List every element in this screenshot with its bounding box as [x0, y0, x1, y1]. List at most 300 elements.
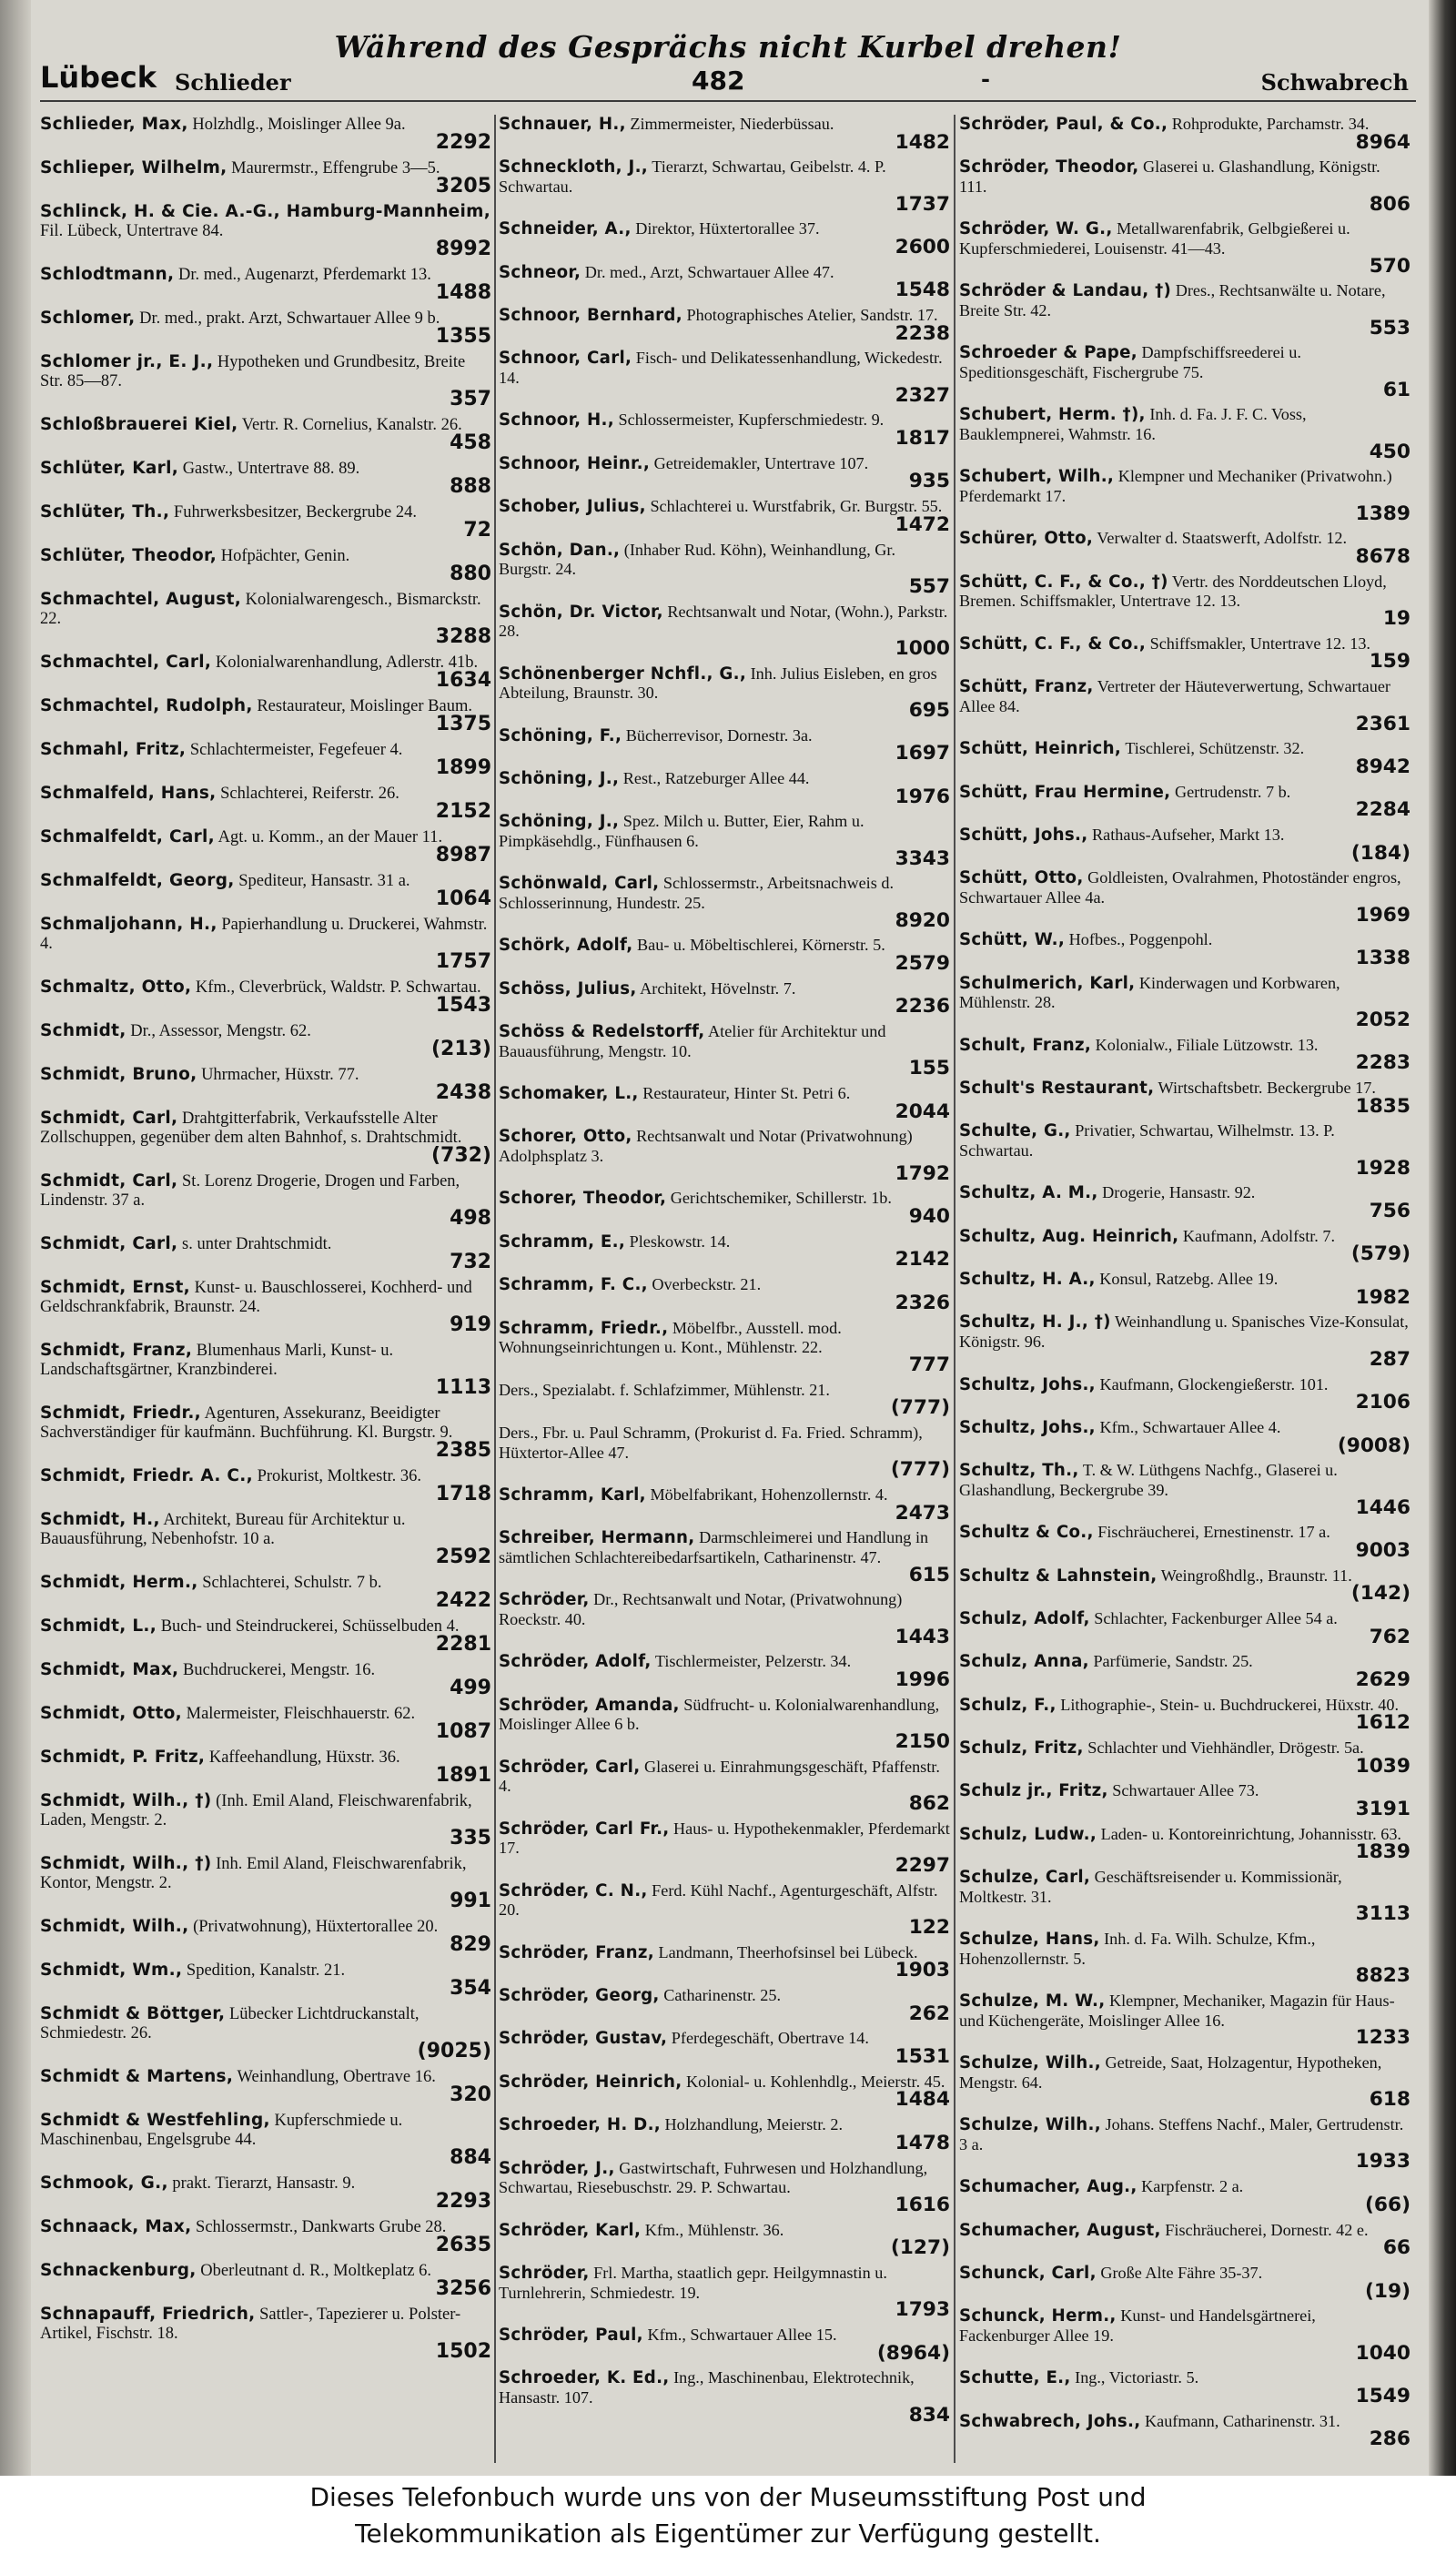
- listing-entry: [499, 2159, 950, 2215]
- listing-entry: [959, 2368, 1410, 2406]
- phone-number: 19: [1382, 607, 1410, 631]
- listing-entry: [959, 1227, 1410, 1264]
- phone-number: 2385: [435, 1439, 491, 1462]
- subscriber-details: (Inhaber Rud. Köhn), Weinhandlung, Gr. Burgstr. 24.: [499, 540, 896, 579]
- subscriber-name: Schütt, Otto,: [959, 868, 1084, 888]
- subscriber-details: Maurermstr., Effengrube 3—5.: [231, 159, 440, 177]
- subscriber-details: s. unter Drahtschmidt.: [182, 1235, 332, 1253]
- subscriber-name: Schulmerich, Karl,: [959, 973, 1136, 993]
- phone-number: 834: [908, 2403, 950, 2427]
- listing-entry: [40, 590, 491, 647]
- subscriber-name: Schröder, W. G.,: [959, 219, 1113, 239]
- header-last-entry: Schwabrech: [1260, 69, 1409, 96]
- phone-number: 1891: [435, 1764, 491, 1787]
- subscriber-details: Weinhandlung u. Spanisches Vize-Konsulat, Königstr. 96.: [959, 1312, 1409, 1352]
- listing-entry: [40, 2305, 491, 2362]
- subscriber-name: Schneider, A.,: [499, 219, 632, 239]
- subscriber-details: Weingroßhdlg., Braunstr. 11.: [1160, 1566, 1352, 1585]
- subscriber-name: Schütt, Johs.,: [959, 825, 1088, 845]
- phone-number: 1996: [895, 1667, 950, 1691]
- footer-line-1: Dieses Telefonbuch wurde uns von der Museumsstiftung Post und: [309, 2482, 1147, 2512]
- listing-entry: [959, 634, 1410, 672]
- listing-entry: [959, 343, 1410, 400]
- listing-entry: [959, 1418, 1410, 1455]
- subscriber-details: Agt. u. Komm., an der Mauer 11.: [217, 828, 443, 846]
- subscriber-name: Schloßbrauerei Kiel,: [40, 415, 238, 434]
- subscriber-details: Dr. med., Arzt, Schwartauer Allee 47.: [584, 262, 834, 281]
- subscriber-name: Schmidt, Ernst,: [40, 1278, 190, 1297]
- phone-number: 2283: [1355, 1051, 1410, 1075]
- subscriber-name: Schröder, Adolf,: [499, 1652, 652, 1672]
- subscriber-name: Schutte, E.,: [959, 2368, 1071, 2388]
- subscriber-details: Zimmermeister, Niederbüssau.: [630, 115, 834, 133]
- phone-number: 3191: [1355, 1798, 1410, 1821]
- listing-entry: [959, 783, 1410, 820]
- phone-number: 1933: [1355, 2150, 1410, 2174]
- phone-number: 2326: [895, 1291, 950, 1314]
- subscriber-details: Gastw., Untertrave 88. 89.: [182, 460, 360, 478]
- subscriber-name: Schröder, Paul, & Co.,: [959, 115, 1168, 134]
- listing-entry: [499, 1590, 950, 1647]
- listing-entry: [40, 1234, 491, 1272]
- phone-number: 1375: [435, 713, 491, 735]
- subscriber-name: Schlomer,: [40, 309, 136, 328]
- phone-number: (19): [1364, 2279, 1410, 2303]
- phone-number: 2361: [1355, 712, 1410, 735]
- subscriber-name: Schumacher, Aug.,: [959, 2177, 1138, 2197]
- phone-number: 1634: [435, 669, 491, 692]
- subscriber-details: Hypotheken und Grundbesitz, Breite Str. 85—87.: [40, 353, 466, 390]
- subscriber-details: Spediteur, Hansastr. 31 a.: [238, 872, 410, 890]
- subscriber-name: Schmidt, Carl,: [40, 1109, 178, 1128]
- subscriber-name: Schnauer, H.,: [499, 115, 626, 134]
- listing-entry: [499, 157, 950, 214]
- phone-number: 2106: [1355, 1391, 1410, 1414]
- subscriber-details: Dr. med., Augenarzt, Pferdemarkt 13.: [177, 266, 431, 284]
- listing-entry: [959, 826, 1410, 863]
- phone-number: 1969: [1355, 903, 1410, 927]
- subscriber-details: Dr., Rechtsanwalt und Notar, (Privatwohnung) Roeckstr. 40.: [499, 1590, 903, 1628]
- listing-entry: [959, 1868, 1410, 1924]
- subscriber-name: Schmidt, Franz,: [40, 1341, 193, 1360]
- phone-number: 1612: [1355, 1711, 1410, 1735]
- subscriber-name: Schröder, Amanda,: [499, 1695, 680, 1715]
- subscriber-details: Architekt, Hövelnstr. 7.: [640, 978, 796, 998]
- listing-entry: [959, 1566, 1410, 1604]
- phone-number: 2052: [1355, 1008, 1410, 1031]
- phone-number: 499: [450, 1677, 491, 1699]
- phone-number: (732): [430, 1144, 491, 1167]
- phone-number: 1488: [435, 281, 491, 304]
- subscriber-name: Schnapauff, Friedrich,: [40, 2305, 256, 2324]
- phone-number: 3205: [435, 175, 491, 198]
- subscriber-name: Schunck, Herm.,: [959, 2306, 1117, 2326]
- subscriber-details: Tischlerei, Schützenstr. 32.: [1125, 739, 1305, 758]
- subscriber-details: Sattler-, Tapezierer u. Polster-Artikel, Fischstr. 18.: [40, 2306, 461, 2343]
- listing-entry: [40, 1341, 491, 1398]
- phone-number: 287: [1369, 1347, 1410, 1371]
- listing-entry: [40, 1171, 491, 1229]
- phone-number: 8823: [1355, 1964, 1410, 1988]
- phone-number: 884: [450, 2146, 491, 2169]
- phone-number: 450: [1369, 440, 1410, 463]
- subscriber-name: Schmidt & Böttger,: [40, 2004, 226, 2023]
- page-right-edge: [1429, 0, 1456, 2476]
- listing-entry: [40, 784, 491, 822]
- subscriber-details: Inh. Emil Aland, Fleischwarenfabrik, Kontor, Mengstr. 2.: [40, 1855, 467, 1892]
- subscriber-details: Johans. Steffens Nachf., Maler, Gertrudenstr. 3 a.: [959, 2115, 1404, 2154]
- column-divider: [494, 115, 496, 2463]
- subscriber-name: Schultz, Johs.,: [959, 1374, 1096, 1394]
- listing-entry: [40, 1660, 491, 1698]
- phone-number: 2473: [895, 1501, 950, 1525]
- listing-entry: [959, 1930, 1410, 1986]
- subscriber-name: Schmidt, Bruno,: [40, 1065, 197, 1084]
- listing-entry: [499, 812, 950, 868]
- listing-entry: [959, 677, 1410, 734]
- header-rule: [40, 100, 1416, 102]
- subscriber-details: Tierarzt, Schwartau, Geibelstr. 4. P. Schwartau.: [499, 157, 886, 197]
- subscriber-name: Schulz jr., Fritz,: [959, 1781, 1108, 1801]
- listing-entry: [499, 1652, 950, 1689]
- subscriber-name: Schwabrech, Johs.,: [959, 2411, 1141, 2431]
- subscriber-details: Dampfschiffsreederei u. Speditionsgeschäft, Fischergrube 75.: [959, 343, 1301, 382]
- phone-number: 2629: [1355, 1667, 1410, 1691]
- listing-entry: [499, 1528, 950, 1585]
- listing-entry: [959, 1523, 1410, 1560]
- header-first-entry: Schlieder: [175, 69, 291, 96]
- phone-number: 991: [450, 1890, 491, 1912]
- listing-entry: [959, 467, 1410, 523]
- listing-entry: [40, 1573, 491, 1611]
- subscriber-name: Schultz & Co.,: [959, 1523, 1094, 1543]
- subscriber-details: (Inh. Emil Aland, Fleischwarenfabrik, Laden, Mengstr. 2.: [40, 1792, 472, 1829]
- listing-entry: [499, 603, 950, 659]
- subscriber-name: Schmidt, Carl,: [40, 1234, 178, 1253]
- listing-entry: [959, 2264, 1410, 2301]
- subscriber-details: Gerichtschemiker, Schillerstr. 1b.: [670, 1189, 892, 1208]
- subscriber-details: Buch- und Steindruckerei, Schüsselbuden 4.: [160, 1617, 460, 1636]
- listing-entry: [40, 1748, 491, 1786]
- listing-entry: [959, 868, 1410, 925]
- phone-number: 1792: [895, 1161, 950, 1185]
- header-city: Lübeck: [40, 60, 157, 95]
- phone-number: 1482: [895, 130, 950, 154]
- phone-number: 8964: [1355, 130, 1410, 154]
- phone-number: 1982: [1355, 1285, 1410, 1309]
- subscriber-details: prakt. Tierarzt, Hansastr. 9.: [172, 2174, 356, 2193]
- listing-entry: [499, 1424, 950, 1480]
- subscriber-name: Schmidt, Wilh., †): [40, 1854, 212, 1873]
- subscriber-name: Schomaker, L.,: [499, 1084, 639, 1104]
- listing-column-3: [959, 115, 1410, 2463]
- subscriber-name: Schröder,: [499, 1590, 590, 1610]
- listing-entry: [499, 769, 950, 806]
- subscriber-name: Schroeder, H. D.,: [499, 2115, 661, 2135]
- phone-number: 262: [908, 2002, 950, 2025]
- subscriber-name: Schneckloth, J.,: [499, 157, 648, 177]
- phone-number: (9025): [417, 2040, 491, 2062]
- listing-entry: [499, 2115, 950, 2153]
- subscriber-name: Schmachtel, Rudolph,: [40, 696, 253, 715]
- subscriber-name: Schulte, G.,: [959, 1121, 1071, 1141]
- listing-entry: [959, 1270, 1410, 1307]
- phone-number: (579): [1350, 1242, 1410, 1266]
- listing-entry: [959, 115, 1410, 152]
- listing-entry: [959, 157, 1410, 214]
- listing-entry: [499, 1986, 950, 2023]
- subscriber-details: Pleskowstr. 14.: [629, 1231, 731, 1251]
- listing-entry: [40, 1961, 491, 1999]
- phone-number: 570: [1369, 254, 1410, 278]
- listing-entry: [499, 1022, 950, 1079]
- listing-entry: [499, 410, 950, 451]
- subscriber-details: Schlachter und Viehhändler, Drögestr. 5a.: [1087, 1738, 1364, 1758]
- subscriber-details: Schlossermeister, Kupferschmiedestr. 9.: [618, 410, 885, 430]
- phone-number: (127): [890, 2236, 950, 2260]
- phone-number: 155: [908, 1057, 950, 1080]
- listing-entry: [499, 454, 950, 492]
- listing-entry: [499, 1485, 950, 1523]
- listing-entry: [499, 1189, 950, 1229]
- phone-number: 1976: [895, 785, 950, 808]
- subscriber-name: Schlieper, Wilhelm,: [40, 158, 228, 177]
- subscriber-details: Inh. d. Fa. Wilh. Schulze, Kfm., Hohenzollernstr. 5.: [959, 1930, 1316, 1968]
- listing-entry: [959, 1183, 1410, 1221]
- subscriber-name: Schöss & Redelstorff,: [499, 1022, 705, 1042]
- listing-entry: [499, 1232, 950, 1270]
- phone-number: 458: [450, 431, 491, 454]
- subscriber-name: Schubert, Wilh.,: [959, 467, 1115, 487]
- subscriber-details: Privatier, Schwartau, Wilhelmstr. 13. P. Schwartau.: [959, 1121, 1335, 1160]
- subscriber-name: Schürer, Otto,: [959, 529, 1094, 549]
- phone-number: 1355: [435, 325, 491, 348]
- subscriber-details: Fischräucherei, Dornestr. 42 e.: [1165, 2220, 1369, 2239]
- subscriber-details: Goldleisten, Ovalrahmen, Photoständer engros, Schwartauer Allee 4a.: [959, 868, 1401, 907]
- listing-entry: [959, 1036, 1410, 1073]
- listing-column-2: [499, 115, 950, 2463]
- subscriber-name: Schmidt, Wilh.,: [40, 1917, 189, 1936]
- subscriber-details: Overbeckstr. 21.: [652, 1275, 762, 1294]
- phone-number: 286: [1369, 2427, 1410, 2451]
- listing-entry: [40, 1917, 491, 1955]
- subscriber-name: Schmidt,: [40, 1021, 126, 1040]
- phone-number: (777): [890, 1458, 950, 1482]
- subscriber-name: Schröder, Karl,: [499, 2220, 642, 2240]
- phone-number: 2438: [435, 1081, 491, 1104]
- listing-entry: [40, 2217, 491, 2255]
- phone-number: 122: [908, 1916, 950, 1940]
- subscriber-name: Schlomer jr., E. J.,: [40, 352, 214, 371]
- listing-entry: [499, 1881, 950, 1938]
- subscriber-details: Große Alte Fähre 35-37.: [1100, 2263, 1263, 2282]
- subscriber-details: Kolonial- u. Kohlenhdlg., Meierstr. 45.: [686, 2072, 945, 2091]
- phone-number: 2150: [895, 1729, 950, 1753]
- subscriber-details: Drogerie, Hansastr. 92.: [1102, 1183, 1256, 1202]
- listing-entry: [40, 1704, 491, 1742]
- subscriber-name: Schunck, Carl,: [959, 2263, 1097, 2283]
- subscriber-details: Atelier für Architektur und Bauausführung, Mengstr. 10.: [499, 1022, 886, 1060]
- subscriber-name: Schultz, H. J., †): [959, 1312, 1111, 1333]
- phone-number: 1040: [1355, 2341, 1410, 2365]
- subscriber-name: Schlinck, H. & Cie. A.-G., Hamburg-Mannheim,: [40, 202, 491, 221]
- subscriber-details: Getreide, Saat, Holzagentur, Hypotheken, Mengstr. 64.: [959, 2053, 1382, 2092]
- subscriber-details: Tischlermeister, Pelzerstr. 34.: [654, 1652, 852, 1671]
- subscriber-name: Schlodtmann,: [40, 265, 175, 284]
- listing-entry: [499, 979, 950, 1017]
- subscriber-details: Holzhandlung, Meierstr. 2.: [664, 2115, 844, 2134]
- page-number: 482: [692, 66, 745, 96]
- subscriber-name: Schulz, F.,: [959, 1695, 1057, 1715]
- listing-entry: [40, 1278, 491, 1335]
- subscriber-details: Spez. Milch u. Butter, Eier, Rahm u. Pimpkäsehdlg., Fünfhausen 6.: [499, 812, 864, 850]
- subscriber-name: Schöning, F.,: [499, 725, 622, 745]
- subscriber-details: Rechtsanwalt und Notar, (Wohn.), Parkstr. 28.: [499, 602, 948, 641]
- listing-entry: [499, 115, 950, 152]
- subscriber-details: Landmann, Theerhofsinsel bei Lübeck.: [658, 1942, 918, 1961]
- phone-number: 935: [908, 470, 950, 493]
- listing-entry: [499, 497, 950, 534]
- phone-number: 2284: [1355, 798, 1410, 822]
- subscriber-details: Kfm., Schwartauer Allee 15.: [647, 2325, 837, 2344]
- subscriber-name: Schulze, M. W.,: [959, 1992, 1106, 2012]
- listing-entry: [959, 1079, 1410, 1116]
- subscriber-details: Vertr. des Norddeutschen Lloyd, Bremen. Schiffsmakler, Untertrave 12. 13.: [959, 572, 1387, 611]
- phone-number: 2236: [895, 995, 950, 1019]
- subscriber-name: Schütt, Franz,: [959, 677, 1094, 697]
- phone-number: 2600: [895, 236, 950, 259]
- phone-number: 8987: [435, 844, 491, 867]
- subscriber-name: Schröder, Franz,: [499, 1942, 654, 1962]
- subscriber-name: Schmidt, Herm.,: [40, 1573, 198, 1592]
- listing-entry: [499, 2073, 950, 2110]
- subscriber-name: Schmahl, Fritz,: [40, 740, 187, 759]
- subscriber-details: Restaurateur, Moislinger Baum.: [257, 697, 472, 715]
- phone-number: 1389: [1355, 502, 1410, 525]
- subscriber-name: Schmook, G.,: [40, 2174, 168, 2193]
- subscriber-name: Schramm, Friedr.,: [499, 1318, 669, 1338]
- subscriber-name: Schörk, Adolf,: [499, 936, 633, 956]
- subscriber-details: Parfümerie, Sandstr. 25.: [1093, 1652, 1253, 1671]
- listing-entry: [959, 573, 1410, 629]
- subscriber-name: Schulz, Fritz,: [959, 1738, 1084, 1758]
- listing-entry: [40, 740, 491, 778]
- phone-number: (142): [1350, 1582, 1410, 1606]
- page-left-edge: [0, 0, 31, 2476]
- subscriber-details: Ing., Maschinenbau, Elektrotechnik, Hansastr. 107.: [499, 2368, 915, 2407]
- subscriber-details: Lithographie-, Stein- u. Buchdruckerei, Hüxstr. 40.: [1060, 1695, 1400, 1714]
- listing-entry: [499, 349, 950, 405]
- subscriber-details: Dr. med., prakt. Arzt, Schwartauer Allee 9 b.: [139, 309, 440, 328]
- listing-entry: [959, 974, 1410, 1030]
- subscriber-details: Schlossermstr., Dankwarts Grube 28.: [196, 2218, 447, 2236]
- listing-entry: [40, 2067, 491, 2105]
- listing-entry: [40, 158, 491, 197]
- phone-number: 3113: [1355, 1902, 1410, 1926]
- subscriber-details: Klempner, Mechaniker, Magazin für Haus- und Küchengeräte, Moislinger Allee 16.: [959, 1992, 1395, 2030]
- subscriber-name: Schnoor, Bernhard,: [499, 306, 682, 326]
- subscriber-name: Schulze, Carl,: [959, 1868, 1091, 1888]
- listing-entry: [499, 1319, 950, 1375]
- subscriber-name: Schmaljohann, H.,: [40, 915, 217, 934]
- listing-entry: [40, 978, 491, 1016]
- listing-entry: [40, 871, 491, 909]
- listing-entry: [40, 115, 491, 153]
- listing-entry: [499, 2221, 950, 2258]
- subscriber-details: Kunst- u. Bauschlosserei, Kochherd- und Geldschrankfabrik, Braunstr. 24.: [40, 1279, 472, 1316]
- listing-entry: [959, 281, 1410, 338]
- phone-number: 2238: [895, 321, 950, 345]
- subscriber-details: Bau- u. Möbeltischlerei, Körnerstr. 5.: [637, 936, 885, 955]
- phone-number: 2281: [435, 1633, 491, 1656]
- subscriber-details: Weinhandlung, Obertrave 16.: [237, 2068, 436, 2086]
- phone-number: 1903: [895, 1959, 950, 1982]
- phone-number: 72: [463, 519, 491, 542]
- subscriber-details: Ing., Victoriastr. 5.: [1075, 2368, 1199, 2387]
- subscriber-name: Schröder, J.,: [499, 2158, 615, 2178]
- listing-entry: [959, 1609, 1410, 1647]
- subscriber-name: Schröder, Gustav,: [499, 2029, 668, 2049]
- subscriber-name: Schultz, Th.,: [959, 1461, 1079, 1481]
- subscriber-details: Schlachterei, Schulstr. 7 b.: [202, 1574, 382, 1592]
- subscriber-details: Gastwirtschaft, Fuhrwesen und Holzhandlung, Schwartau, Riesebuschstr. 29. P. Schwartau.: [499, 2158, 928, 2197]
- header-dash: -: [981, 66, 990, 92]
- footer-line-2: Telekommunikation als Eigentümer zur Verfügung gestellt.: [355, 2519, 1101, 2549]
- subscriber-details: Verwalter d. Staatswerft, Adolfstr. 12.: [1097, 529, 1348, 548]
- phone-number: 1484: [895, 2088, 950, 2112]
- phone-number: 732: [450, 1251, 491, 1273]
- phone-number: 3288: [435, 625, 491, 648]
- subscriber-details: Karpfenstr. 2 a.: [1141, 2177, 1244, 2196]
- listing-column-1: [40, 115, 491, 2463]
- phone-number: 2579: [895, 952, 950, 975]
- subscriber-name: Schubert, Herm. †),: [959, 405, 1146, 425]
- phone-number: 1446: [1355, 1495, 1410, 1519]
- listing-entry: [499, 726, 950, 764]
- listing-entry: [40, 653, 491, 691]
- listing-entry: [499, 306, 950, 343]
- subscriber-name: Schnaack, Max,: [40, 2217, 192, 2236]
- listing-entry: [40, 1617, 491, 1655]
- phone-number: 1793: [895, 2298, 950, 2322]
- subscriber-details: Kfm., Mühlenstr. 36.: [644, 2220, 784, 2239]
- subscriber-details: Malermeister, Fleischhauerstr. 62.: [186, 1705, 416, 1723]
- subscriber-details: Catharinenstr. 25.: [663, 1986, 781, 2005]
- subscriber-name: Schober, Julius,: [499, 497, 646, 517]
- phone-number: 3343: [895, 846, 950, 870]
- subscriber-name: Schön, Dr. Victor,: [499, 602, 663, 622]
- subscriber-details: Prokurist, Moltkestr. 36.: [257, 1467, 421, 1485]
- listing-entry: [959, 739, 1410, 776]
- subscriber-name: Schmidt, Carl,: [40, 1171, 178, 1191]
- subscriber-details: Kolonialwarenhandlung, Adlerstr. 41b.: [215, 654, 479, 672]
- footer-note: [0, 2476, 1456, 2554]
- listing-entry: [959, 2221, 1410, 2258]
- listing-entry: [499, 219, 950, 257]
- subscriber-details: Gertrudenstr. 7 b.: [1174, 782, 1291, 801]
- subscriber-details: Laden- u. Kontoreinrichtung, Johannisstr. 63.: [1100, 1824, 1401, 1843]
- phone-number: 8992: [435, 238, 491, 260]
- subscriber-details: Kaufmann, Catharinenstr. 31.: [1145, 2411, 1340, 2430]
- header-slogan: Während des Gesprächs nicht Kurbel drehen!: [334, 29, 1122, 65]
- subscriber-name: Schröder, Carl Fr.,: [499, 1819, 670, 1839]
- phone-number: 777: [908, 1353, 950, 1376]
- listing-entry: [959, 405, 1410, 461]
- subscriber-name: Schröder, Paul,: [499, 2325, 643, 2345]
- subscriber-details: Ders., Spezialabt. f. Schlafzimmer, Mühlenstr. 21.: [499, 1380, 830, 1399]
- phone-number: 1549: [1355, 2384, 1410, 2407]
- subscriber-name: Schnoor, Carl,: [499, 349, 632, 369]
